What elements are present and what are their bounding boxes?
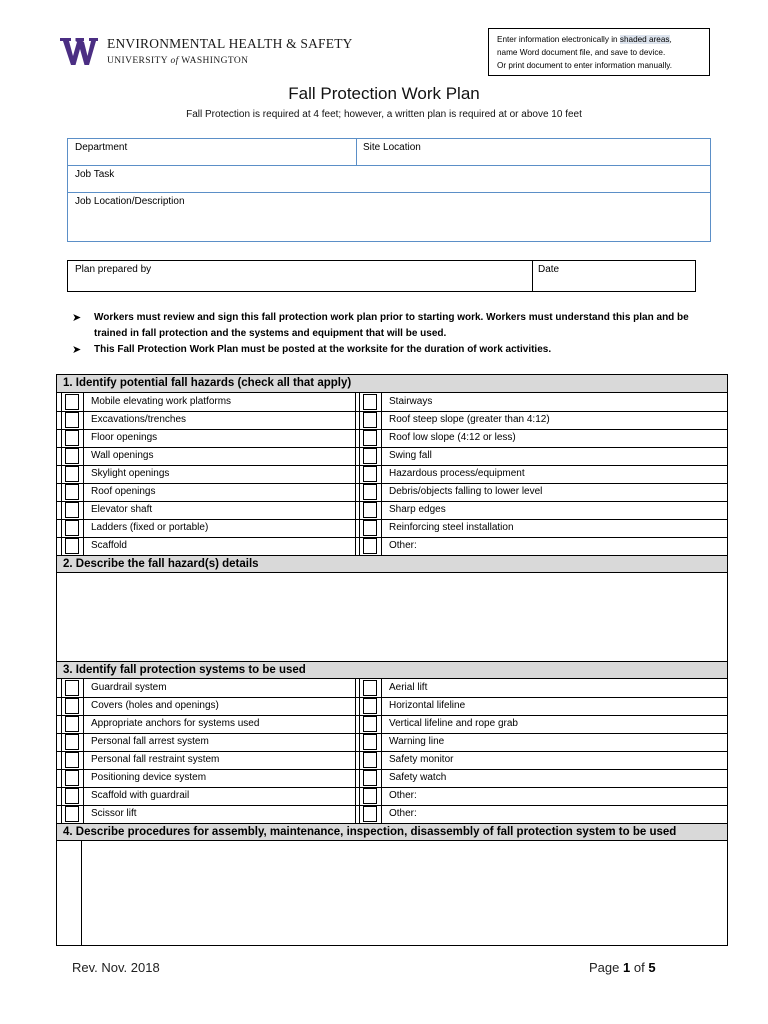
checkbox-right-6[interactable] xyxy=(363,484,377,500)
hazard-option-label: Reinforcing steel installation xyxy=(389,522,514,533)
org-subname: UNIVERSITY of WASHINGTON xyxy=(107,56,249,66)
hazard-option-label: Scissor lift xyxy=(91,808,137,819)
hazard-option-label: Positioning device system xyxy=(91,772,207,783)
site-location-label: Site Location xyxy=(363,142,421,153)
hazard-option-label: Wall openings xyxy=(91,450,154,461)
hazard-details-field[interactable] xyxy=(57,573,727,660)
procedures-field[interactable] xyxy=(82,841,727,945)
checkbox-left-4[interactable] xyxy=(65,448,79,464)
hazard-option-label: Other: xyxy=(389,808,417,819)
hazard-option-label: Appropriate anchors for systems used xyxy=(91,718,260,729)
checkbox-right-9[interactable] xyxy=(363,538,377,554)
hazard-option-label: Roof low slope (4:12 or less) xyxy=(389,432,516,443)
arrow-bullet-icon: ➤ xyxy=(72,312,82,324)
checkbox-right-8[interactable] xyxy=(363,806,377,822)
checkbox-left-7[interactable] xyxy=(65,502,79,518)
checkbox-left-5[interactable] xyxy=(65,466,79,482)
job-task-label: Job Task xyxy=(75,169,115,180)
checkbox-right-3[interactable] xyxy=(363,716,377,732)
hazard-option-label: Mobile elevating work platforms xyxy=(91,396,232,407)
hazard-option-label: Roof steep slope (greater than 4:12) xyxy=(389,414,550,425)
department-label: Department xyxy=(75,142,128,153)
checkbox-left-5[interactable] xyxy=(65,752,79,768)
checkbox-left-1[interactable] xyxy=(65,680,79,696)
checkbox-left-2[interactable] xyxy=(65,698,79,714)
hazard-option-label: Swing fall xyxy=(389,450,432,461)
checkbox-left-9[interactable] xyxy=(65,538,79,554)
checkbox-right-7[interactable] xyxy=(363,502,377,518)
hazard-option-label: Hazardous process/equipment xyxy=(389,468,525,479)
hazard-option-label: Safety monitor xyxy=(389,754,454,765)
hazard-option-label: Other: xyxy=(389,790,417,801)
checkbox-left-6[interactable] xyxy=(65,770,79,786)
section-2-header: 2. Describe the fall hazard(s) details xyxy=(57,555,727,573)
hazard-option-label: Stairways xyxy=(389,396,433,407)
hazard-option-label: Personal fall arrest system xyxy=(91,736,209,747)
section-1-header: 1. Identify potential fall hazards (check all that apply) xyxy=(57,375,727,393)
uw-logo-icon xyxy=(60,36,98,66)
hazard-option-label: Vertical lifeline and rope grab xyxy=(389,718,518,729)
revision-date: Rev. Nov. 2018 xyxy=(72,960,160,975)
hazard-option-label: Safety watch xyxy=(389,772,447,783)
checkbox-right-5[interactable] xyxy=(363,752,377,768)
job-location-label: Job Location/Description xyxy=(75,196,185,207)
instructions-notice: Enter information electronically in shaded areas, name Word document file, and save to device. Or print document to enter information manually. xyxy=(488,28,710,76)
checkbox-left-2[interactable] xyxy=(65,412,79,428)
checkbox-right-3[interactable] xyxy=(363,430,377,446)
checkbox-left-1[interactable] xyxy=(65,394,79,410)
hazard-option-label: Elevator shaft xyxy=(91,504,153,515)
checkbox-right-4[interactable] xyxy=(363,734,377,750)
checkbox-right-4[interactable] xyxy=(363,448,377,464)
plan-prepared-by-label: Plan prepared by xyxy=(75,264,152,275)
bullet-posted: ➤ This Fall Protection Work Plan must be posted at the worksite for the duration of work activities. xyxy=(72,344,552,356)
hazard-option-label: Horizontal lifeline xyxy=(389,700,466,711)
checkbox-left-3[interactable] xyxy=(65,430,79,446)
checkbox-left-4[interactable] xyxy=(65,734,79,750)
checkbox-right-1[interactable] xyxy=(363,394,377,410)
page-number: Page 1 of 5 xyxy=(589,960,656,975)
hazard-option-label: Ladders (fixed or portable) xyxy=(91,522,209,533)
hazard-option-label: Scaffold xyxy=(91,540,127,551)
fall-plan-table xyxy=(56,374,728,946)
section-3-header: 3. Identify fall protection systems to be used xyxy=(57,661,727,679)
hazard-option-label: Covers (holes and openings) xyxy=(91,700,219,711)
job-info-box xyxy=(67,138,711,242)
plan-prepared-box xyxy=(67,260,696,292)
page-title: Fall Protection Work Plan xyxy=(288,84,480,103)
checkbox-right-2[interactable] xyxy=(363,412,377,428)
checkbox-left-3[interactable] xyxy=(65,716,79,732)
date-label: Date xyxy=(538,264,560,275)
arrow-bullet-icon: ➤ xyxy=(72,344,82,356)
checkbox-left-8[interactable] xyxy=(65,520,79,536)
checkbox-right-7[interactable] xyxy=(363,788,377,804)
bullet-review-sign: ➤ Workers must review and sign this fall protection work plan prior to starting work. Workers must understand this plan and be trained in fall protection and the systems and equipment that will be used. xyxy=(72,312,689,339)
checkbox-right-6[interactable] xyxy=(363,770,377,786)
hazard-option-label: Excavations/trenches xyxy=(91,414,187,425)
shaded-areas-sample: shaded areas xyxy=(619,35,670,44)
hazard-option-label: Skylight openings xyxy=(91,468,170,479)
hazard-option-label: Guardrail system xyxy=(91,682,167,693)
checkbox-right-5[interactable] xyxy=(363,466,377,482)
checkbox-right-1[interactable] xyxy=(363,680,377,696)
hazard-option-label: Roof openings xyxy=(91,486,156,497)
hazard-option-label: Scaffold with guardrail xyxy=(91,790,190,801)
hazard-option-label: Warning line xyxy=(389,736,445,747)
checkbox-left-6[interactable] xyxy=(65,484,79,500)
hazard-option-label: Aerial lift xyxy=(389,682,428,693)
checkbox-right-2[interactable] xyxy=(363,698,377,714)
hazard-option-label: Other: xyxy=(389,540,417,551)
checkbox-left-8[interactable] xyxy=(65,806,79,822)
hazard-option-label: Sharp edges xyxy=(389,504,446,515)
hazard-option-label: Personal fall restraint system xyxy=(91,754,220,765)
page-subtitle: Fall Protection is required at 4 feet; however, a written plan is required at or above 10 feet xyxy=(186,109,582,120)
checkbox-right-8[interactable] xyxy=(363,520,377,536)
checkbox-left-7[interactable] xyxy=(65,788,79,804)
hazard-option-label: Debris/objects falling to lower level xyxy=(389,486,543,497)
section-4-header: 4. Describe procedures for assembly, maintenance, inspection, disassembly of fall protection system to be used xyxy=(57,823,727,841)
hazard-option-label: Floor openings xyxy=(91,432,158,443)
org-name: ENVIRONMENTAL HEALTH & SAFETY xyxy=(107,36,353,51)
